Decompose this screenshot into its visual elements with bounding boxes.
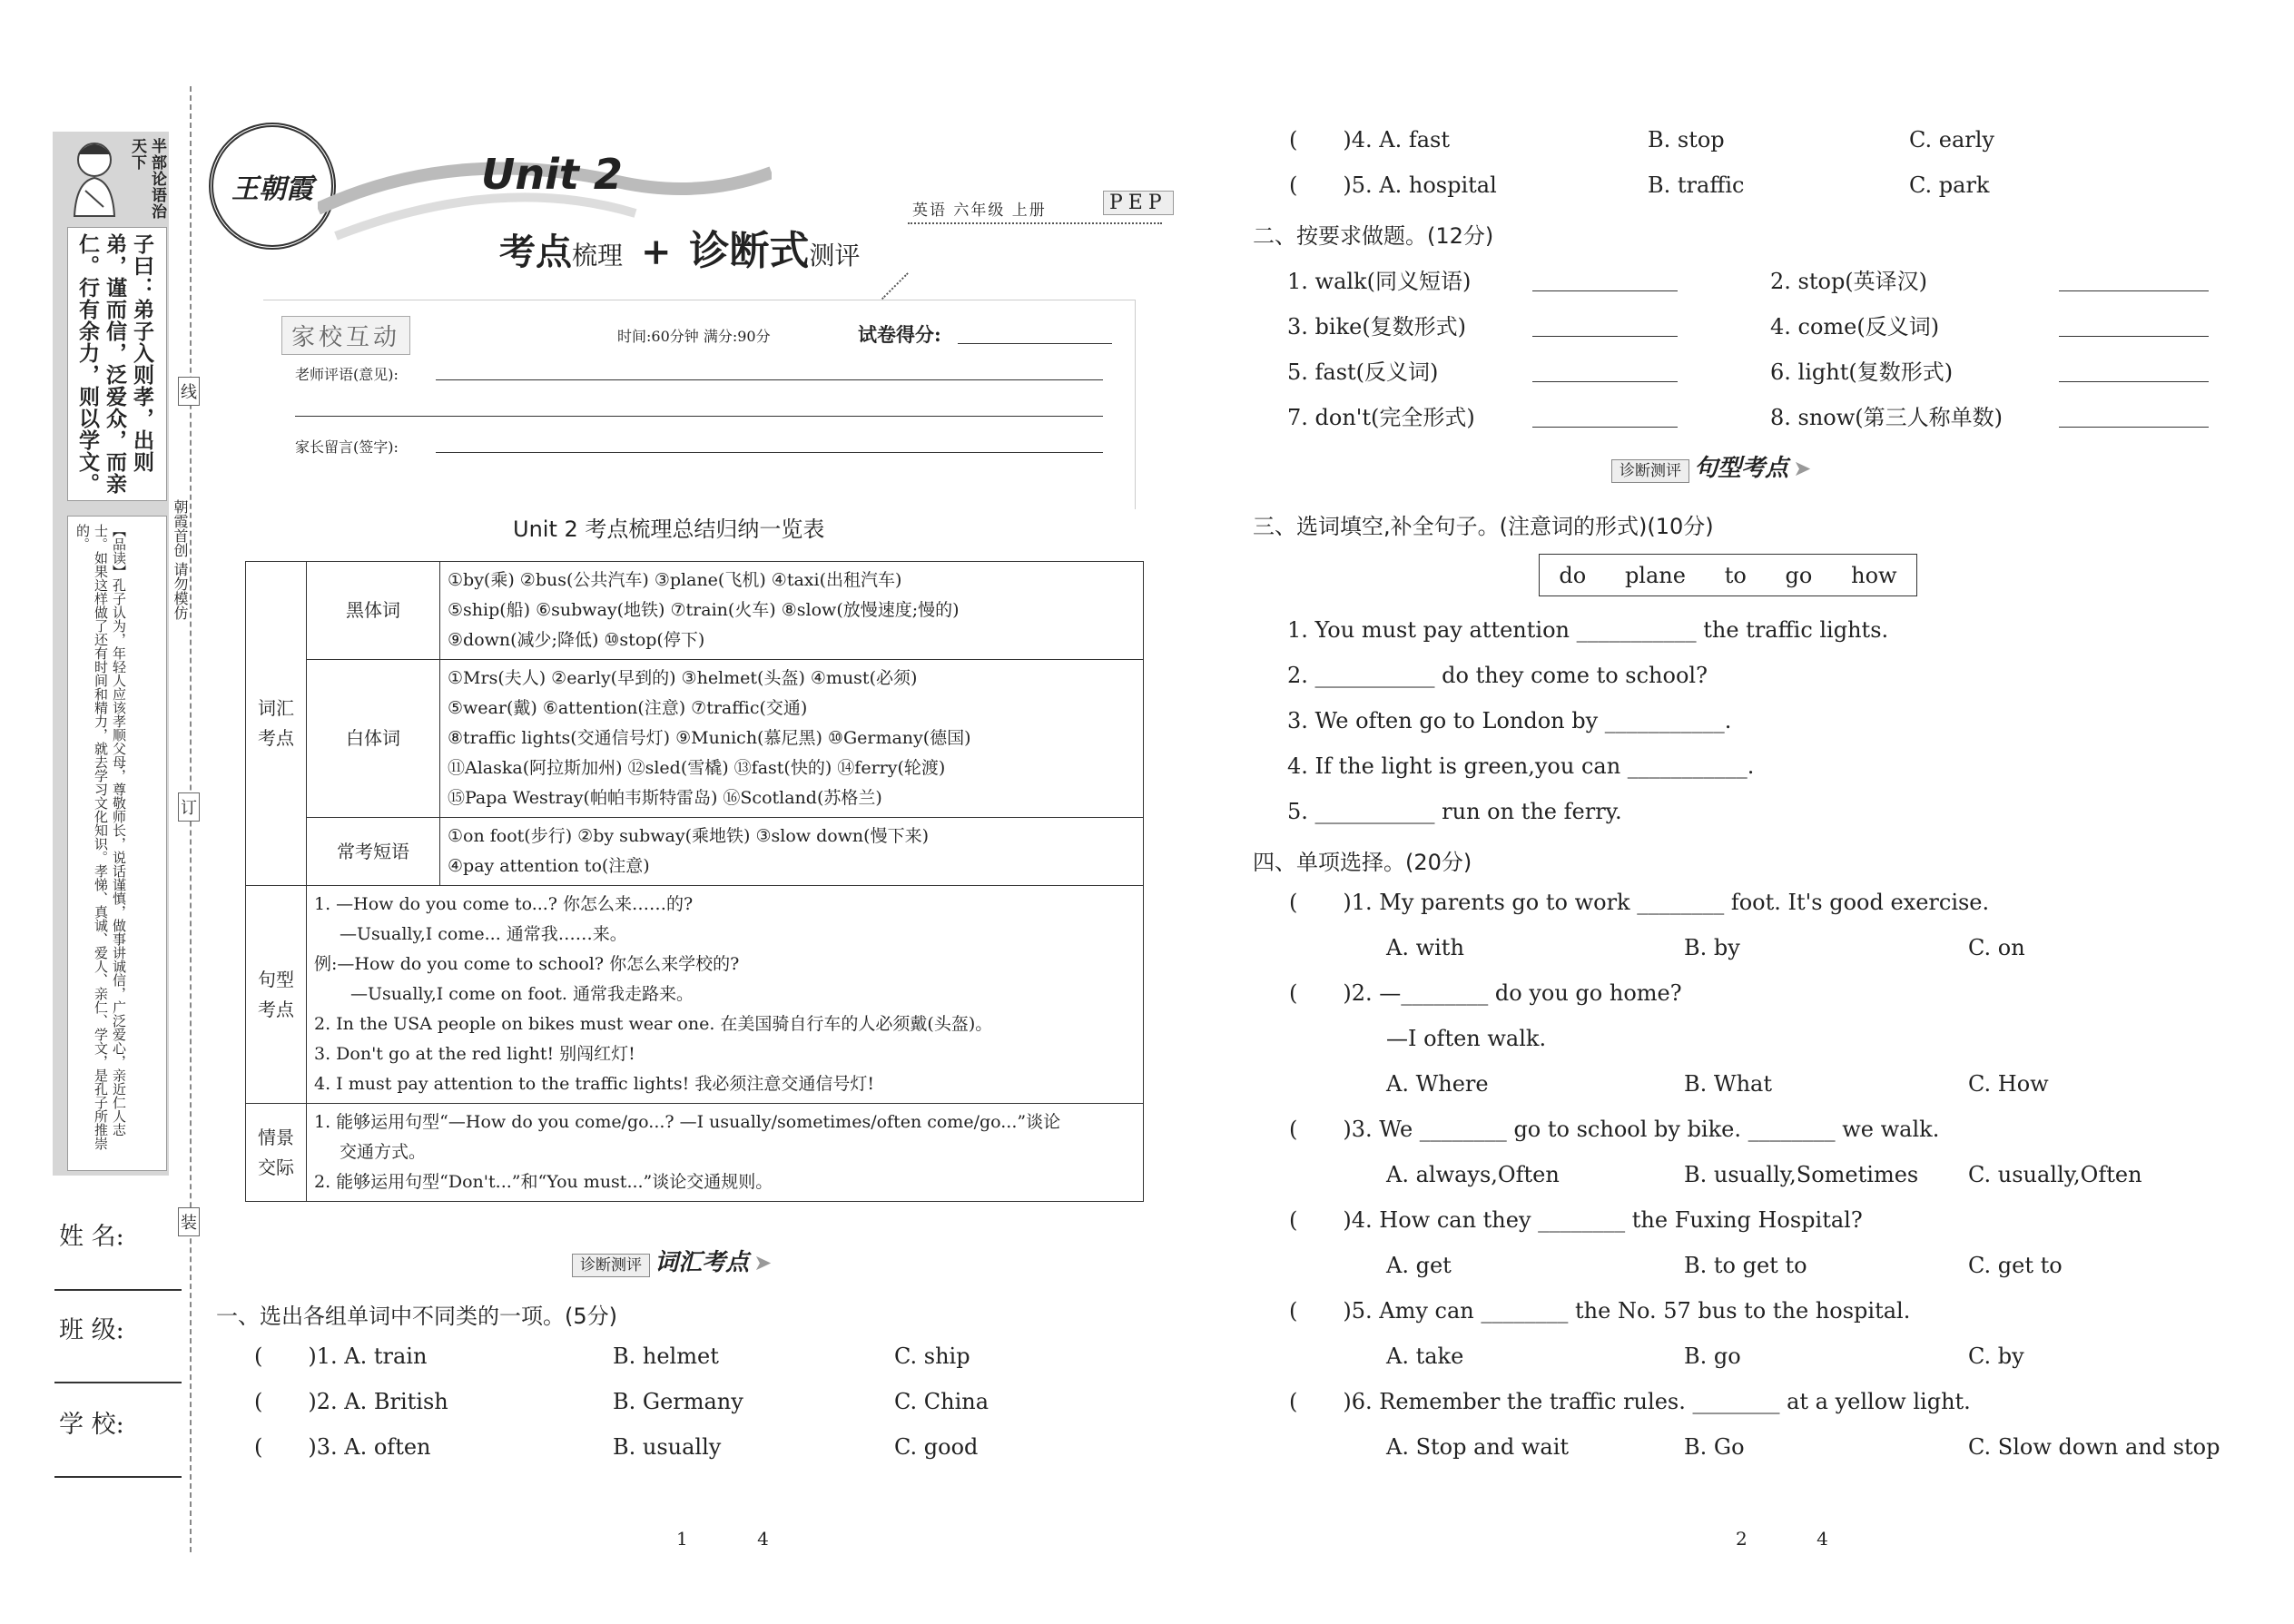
bold-label: 黑体词 [307,562,440,660]
phrase-line: ④pay attention to(注意) [448,856,650,876]
answer-paren-open[interactable]: ( [1289,1117,1298,1142]
option-c: C. park [1909,172,1990,198]
option-b: B. by [1684,935,1740,960]
option-c: C. by [1968,1343,2024,1369]
school-label: 学 校: [59,1411,124,1439]
word-option: plane [1624,562,1686,588]
page-number-right: 2 4 [1736,1528,1828,1550]
part2-item: 3. bike(复数形式) [1287,314,1467,340]
title-a: 考点 [499,231,572,273]
part3-item: 4. If the light is green,you can ___________. [1287,753,1755,779]
option-b: B. usually,Sometimes [1684,1162,1919,1187]
part2-item: 2. stop(英译汉) [1770,269,1928,294]
option-c: C. Slow down and stop [1968,1434,2220,1460]
situation [307,1104,1144,1202]
teacher-label: 老师评语(意见): [295,366,399,383]
answer-blank[interactable] [1532,381,1678,382]
summary-table [245,561,1144,1202]
option-c: C. China [894,1389,989,1414]
situation-line: 1. 能够运用句型“—How do you come/go...? —I usually/sometimes/often come/go...”谈论 [314,1112,1061,1132]
part3-title: 三、选词填空,补全句子。(注意词的形式)(10分) [1253,514,1714,539]
option-a: A. Stop and wait [1386,1434,1570,1460]
option-a: A. take [1386,1343,1464,1369]
part2-title: 二、按要求做题。(12分) [1253,223,1494,249]
note-text: 【品读】孔子认为，年轻人应该孝顺父母，尊敬师长，说话谨慎，做事讲诚信，广泛爱心，亲近仁人志士。如果这样做了还有时间和精力，就去学习文化知识。孝悌、真诚、爱人、亲仁、学文，是孔子所推崇的。 [74,524,127,1150]
part3-item: 1. You must pay attention ___________ the traffic lights. [1287,617,1889,643]
part2-item: 8. snow(第三人称单数) [1770,405,2004,430]
sentence-section-header [1611,449,1811,483]
pep-tag: PEP [1103,191,1174,215]
answer-blank[interactable] [2059,290,2209,291]
option-c: C. get to [1968,1253,2063,1278]
part2-item: 6. light(复数形式) [1770,359,1954,385]
binding-mark-3: 装 [178,1207,200,1236]
parent-label: 家长留言(签字): [295,438,399,456]
answer-paren-open[interactable]: ( [1289,1389,1298,1414]
answer-paren-open[interactable]: ( [1289,1207,1298,1233]
sentence-line: —Usually,I come on foot. 通常我走路来。 [350,984,694,1004]
option-c: C. ship [894,1343,970,1369]
option-b: B. go [1684,1343,1741,1369]
binding-note: 朝霞首创 请勿模仿 [172,499,189,621]
answer-paren-open[interactable]: ( [1289,890,1298,915]
answer-paren-open[interactable]: ( [1289,1298,1298,1324]
header-rule [908,222,1162,224]
part3-item: 3. We often go to London by ___________. [1287,708,1732,733]
white-line: ⑧traffic lights(交通信号灯) ⑨Munich(慕尼黑) ⑩Germany(德国) [448,728,971,748]
binding-mark-1: 线 [178,377,200,406]
quote-text: 子曰：弟子入则孝，出则弟，谨而信，泛爱众，而亲仁。行有余力，则以学文。 [75,233,153,495]
white-line: ⑮Papa Westray(帕帕韦斯特雷岛) ⑯Scotland(苏格兰) [448,788,882,808]
logo-text: 王朝霞 [231,173,313,205]
publisher-logo [209,123,336,250]
option-b: B. stop [1648,127,1725,153]
title-b: 诊断式 [689,228,810,274]
bold-line: ⑨down(减少;降低) ⑩stop(停下) [448,630,705,650]
parent-field[interactable] [436,452,1103,453]
answer-paren-open[interactable]: ( [254,1343,263,1369]
sentence-line: 例:—How do you come to school? 你怎么来学校的? [314,954,740,974]
option-a: A. always,Often [1386,1162,1560,1187]
answer-blank[interactable] [1532,427,1678,428]
part1-title: 一、选出各组单词中不同类的一项。(5分) [216,1304,617,1329]
answer-blank[interactable] [2059,381,2209,382]
word-option: how [1851,562,1897,588]
part4-item-2: ( )2. —________ do you go home? [1289,980,1682,1006]
part1-item-2: ( )2. A. British [254,1389,448,1414]
arrow-icon: ➤ [753,1250,773,1275]
word-option: to [1724,562,1747,588]
score-field[interactable] [958,343,1112,344]
answer-paren-open[interactable]: ( [1289,127,1298,153]
part2-item: 7. don't(完全形式) [1287,405,1475,430]
part3-item: 5. ___________ run on the ferry. [1287,799,1622,824]
class-field[interactable] [54,1382,182,1383]
word-option: do [1559,562,1587,588]
part4-item-5: ( )5. Amy can ________ the No. 57 bus to the hospital. [1289,1298,1911,1324]
header-rule-2 [881,272,909,300]
name-field[interactable] [54,1289,182,1291]
teacher-field-2[interactable] [295,416,1103,417]
answer-paren-open[interactable]: ( [1289,980,1298,1006]
option-b: B. Germany [613,1389,743,1414]
part4-item-6: ( )6. Remember the traffic rules. ________ at a yellow light. [1289,1389,1971,1414]
option-a: A. get [1386,1253,1452,1278]
option-c: C. How [1968,1071,2049,1097]
unit-title: Unit 2 [481,150,623,199]
phrases [440,818,1144,886]
grade-tags: 英语 六年级 上册 [912,202,1047,220]
option-a: A. Where [1386,1071,1489,1097]
bold-line: ①by(乘) ②bus(公共汽车) ③plane(飞机) ④taxi(出租汽车) [448,570,902,590]
situation-line: 2. 能够运用句型“Don't...”和“You must...”谈论交通规则。 [314,1172,773,1192]
vocab-badge-title: 词汇考点 [655,1249,750,1276]
answer-paren-open[interactable]: ( [254,1389,263,1414]
sentence-line: 1. —How do you come to...? 你怎么来……的? [314,894,694,914]
option-c: C. usually,Often [1968,1162,2142,1187]
motto-top: 半部论语治天下 [128,138,166,220]
answer-blank[interactable] [1532,290,1678,291]
option-b: B. What [1684,1071,1772,1097]
time-info: 时间:60分钟 满分:90分 [617,328,771,345]
part4-title: 四、单项选择。(20分) [1253,850,1472,875]
title-a-small: 梳理 [572,241,624,271]
bold-line: ⑤ship(船) ⑥subway(地铁) ⑦train(火车) ⑧slow(放慢速度;慢的) [448,600,960,620]
bold-words [440,562,1144,660]
name-label: 姓 名: [59,1223,124,1251]
sage-illustration [58,136,131,220]
binding-mark-2: 订 [178,792,200,822]
part1-item-5: ( )5. A. hospital [1289,172,1497,198]
situation-line: 交通方式。 [340,1142,427,1162]
part1-item-3: ( )3. A. often [254,1434,431,1460]
option-c: C. good [894,1434,979,1460]
sentence-line: 3. Don't go at the red light! 别闯红灯! [314,1044,635,1064]
answer-paren-open[interactable]: ( [254,1434,263,1460]
part3-item: 2. ___________ do they come to school? [1287,663,1708,688]
sentence-badge-title: 句型考点 [1694,455,1789,482]
sentence-patterns [307,886,1144,1104]
option-b: B. usually [613,1434,722,1460]
question-response: —I often walk. [1386,1026,1547,1051]
arrow-icon: ➤ [1793,456,1812,481]
word-option: go [1785,562,1813,588]
title-plus: + [640,231,672,273]
teacher-field-1[interactable] [436,379,1103,380]
situation-label: 情景交际 [246,1104,307,1202]
part4-item-1: ( )1. My parents go to work ________ foot. It's good exercise. [1289,890,1990,915]
white-line: ①Mrs(夫人) ②early(早到的) ③helmet(头盔) ④must(必须) [448,668,918,688]
home-school-label: 家校互动 [281,316,410,355]
answer-blank[interactable] [1532,336,1678,337]
title-b-small: 测评 [809,241,861,271]
white-line: ⑤wear(戴) ⑥attention(注意) ⑦traffic(交通) [448,698,808,718]
score-label: 试卷得分: [858,323,941,346]
option-b: B. to get to [1684,1253,1807,1278]
part1-item-1: ( )1. A. train [254,1343,428,1369]
vocab-section-header [572,1244,772,1277]
part2-item: 5. fast(反义词) [1287,359,1439,385]
vocab-badge: 诊断测评 [572,1254,650,1277]
main-title [499,218,860,276]
summary-title: Unit 2 考点梳理总结归纳一览表 [513,517,825,542]
class-label: 班 级: [59,1316,124,1344]
phrase-line: ①on foot(步行) ②by subway(乘地铁) ③slow down(慢下来) [448,826,929,846]
page-number-left: 1 4 [676,1528,769,1550]
sentence-line: —Usually,I come... 通常我……来。 [340,924,627,944]
part4-item-4: ( )4. How can they ________ the Fuxing Hospital? [1289,1207,1863,1233]
vocab-label: 词汇考点 [246,562,307,886]
sentence-badge: 诊断测评 [1611,459,1689,483]
white-label: 白体词 [307,660,440,818]
sentence-line: 2. In the USA people on bikes must wear one. 在美国骑自行车的人必须戴(头盔)。 [314,1014,993,1034]
part2-item: 1. walk(同义短语) [1287,269,1472,294]
answer-paren-open[interactable]: ( [1289,172,1298,198]
option-c: C. on [1968,935,2025,960]
sentence-label: 句型考点 [246,886,307,1104]
option-b: B. helmet [613,1343,719,1369]
white-words [440,660,1144,818]
quote-box [67,227,167,501]
phrase-label: 常考短语 [307,818,440,886]
part4-item-3: ( )3. We ________ go to school by bike. ________ we walk. [1289,1117,1940,1142]
option-b: B. traffic [1648,172,1745,198]
option-b: B. Go [1684,1434,1745,1460]
white-line: ⑪Alaska(阿拉斯加州) ⑫sled(雪橇) ⑬fast(快的) ⑭ferry(轮渡) [448,758,946,778]
answer-blank[interactable] [2059,427,2209,428]
part2-item: 4. come(反义词) [1770,314,1940,340]
part1-item-4: ( )4. A. fast [1289,127,1451,153]
word-box [1539,554,1917,596]
sentence-line: 4. I must pay attention to the traffic lights! 我必须注意交通信号灯! [314,1074,874,1094]
option-a: A. with [1386,935,1464,960]
school-field[interactable] [54,1476,182,1478]
note-box [67,516,167,1171]
answer-blank[interactable] [2059,336,2209,337]
option-c: C. early [1909,127,1994,153]
